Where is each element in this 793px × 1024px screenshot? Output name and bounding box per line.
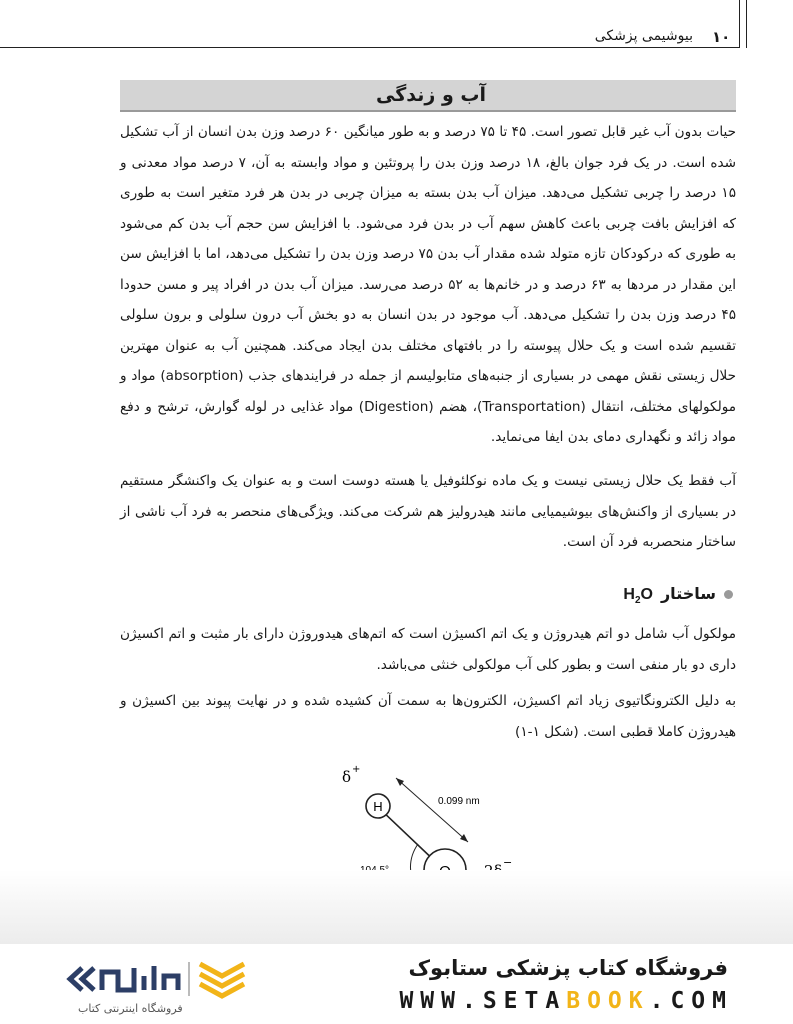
footer-fade — [0, 870, 793, 944]
footer-ad — [0, 944, 793, 1024]
delta-plus-label: δ — [342, 768, 352, 786]
header-rule-vertical-outer — [746, 0, 747, 48]
section-title: آب و زندگی — [376, 84, 486, 106]
paragraph-polarity: به دلیل الکترونگاتیوی زیاد اتم اکسیژن، الکترون‌ها به سمت آن کشیده شده و در نهایت پیوند بین اکسیژن و هیدروژن کاملا قطبی است. (شکل ۱-۱) — [120, 693, 736, 740]
paragraph-molecule: مولکول آب شامل دو اتم هیدروژن و یک اتم اکسیژن است که اتم‌های هیدوروژن دارای بار مثبت و اتم اکسیژن داری دو بار منفی است و بطور کلی آب مولکولی خنثی می‌باشد. — [120, 626, 736, 673]
url-part-1: WWW.SETA — [399, 988, 567, 1014]
bullet-icon — [724, 590, 733, 599]
minus-sign: − — [503, 856, 513, 869]
setabook-logo — [60, 954, 260, 1020]
water-formula — [623, 586, 653, 606]
shop-name: فروشگاه کتاب پزشکی ستابوک — [408, 956, 728, 980]
arrowhead-top — [396, 778, 404, 786]
arrowhead-bottom — [460, 834, 468, 842]
paragraph-nucleophile: آب فقط یک حلال زیستی نیست و یک ماده نوکلئوفیل یا هسته دوست است و به عنوان یک واکنشگر مستقیم در بسیاری از واکنش‌های بیوشیمیایی مانند هیدرولیز هم شرکت می‌کند. ویژگی‌های منحصر به فرد آب ناشی از ساختار منحصربه فرد آن است. — [120, 473, 736, 550]
h-label-top: H — [373, 799, 383, 814]
subsection-heading — [623, 584, 733, 606]
plus-sign: + — [352, 764, 361, 775]
section-heading-bar — [120, 80, 736, 112]
logo-tagline: فروشگاه اینترنتی کتاب — [78, 1002, 183, 1015]
header-rule — [0, 47, 740, 48]
formula-h: H — [623, 586, 635, 603]
bond-length-arrow — [396, 778, 468, 842]
page-number: ۱۰ — [712, 28, 731, 46]
logo-mark-icon — [60, 954, 260, 1004]
url-part-3: .COM — [649, 988, 733, 1014]
subsection-title: ساختار — [660, 584, 716, 603]
bond-length-label: 0.099 nm — [438, 796, 480, 807]
header-rule-vertical — [739, 0, 740, 48]
url-part-2: BOOK — [566, 988, 650, 1014]
running-header — [0, 0, 793, 48]
book-title: بیوشیمی پزشکی — [594, 28, 693, 44]
formula-subscript: 2 — [634, 595, 641, 607]
formula-o: O — [640, 586, 653, 603]
shop-url[interactable] — [399, 988, 733, 1014]
paragraph-water-in-body: حیات بدون آب غیر قابل تصور است. ۴۵ تا ۷۵ درصد و به طور میانگین ۶۰ درصد وزن بدن انسان از آب تشکیل شده است. در یک فرد جوان بالغ، ۱۸ درصد وزن بدن را پروتئین و مواد وابسته به آن، ۷ درصد مواد معدنی و ۱۵ درصد را چربی تشکیل می‌دهد. میزان آب بدن بسته به میزان چربی در بدن هر فرد متغیر است به طوری که افزایش بافت چربی باعث کاهش سهم آب در بدن فرد می‌شود. با افزایش سن حجم آب بدن کم می‌شود به طوری که درکودکان تازه متولد شده مقدار آب بدن ۷۵ درصد وزن بدن را تشکیل می‌دهد، اما با افزایش سن این مقدار در مردها به ۶۳ درصد و در خانم‌ها به ۵۲ درصد می‌رسد. میزان آب بدن در افراد پیر و مسن حدودا ۴۵ درصد وزن بدن را تشکیل می‌دهد. آب موجود در بدن انسان به دو بخش آب درون سلولی و برون سلولی تقسیم شده است و یک حلال پیوسته را در بافتهای مختلف بدن ایجاد می‌کند. همچنین آب به عنوان مهترین حلال زیستی نقش مهمی در بسیاری از جنبه‌های متابولیسم از جمله در فرایندهای جذب (absorption) مواد و مولکولهای مختلف، انتقال (Transportation)، هضم (Digestion) مواد غذایی در لوله گوارش، ترشح و دفع مواد زائد و نگهداری دمای بدن ایفا می‌نماید. — [120, 124, 737, 445]
